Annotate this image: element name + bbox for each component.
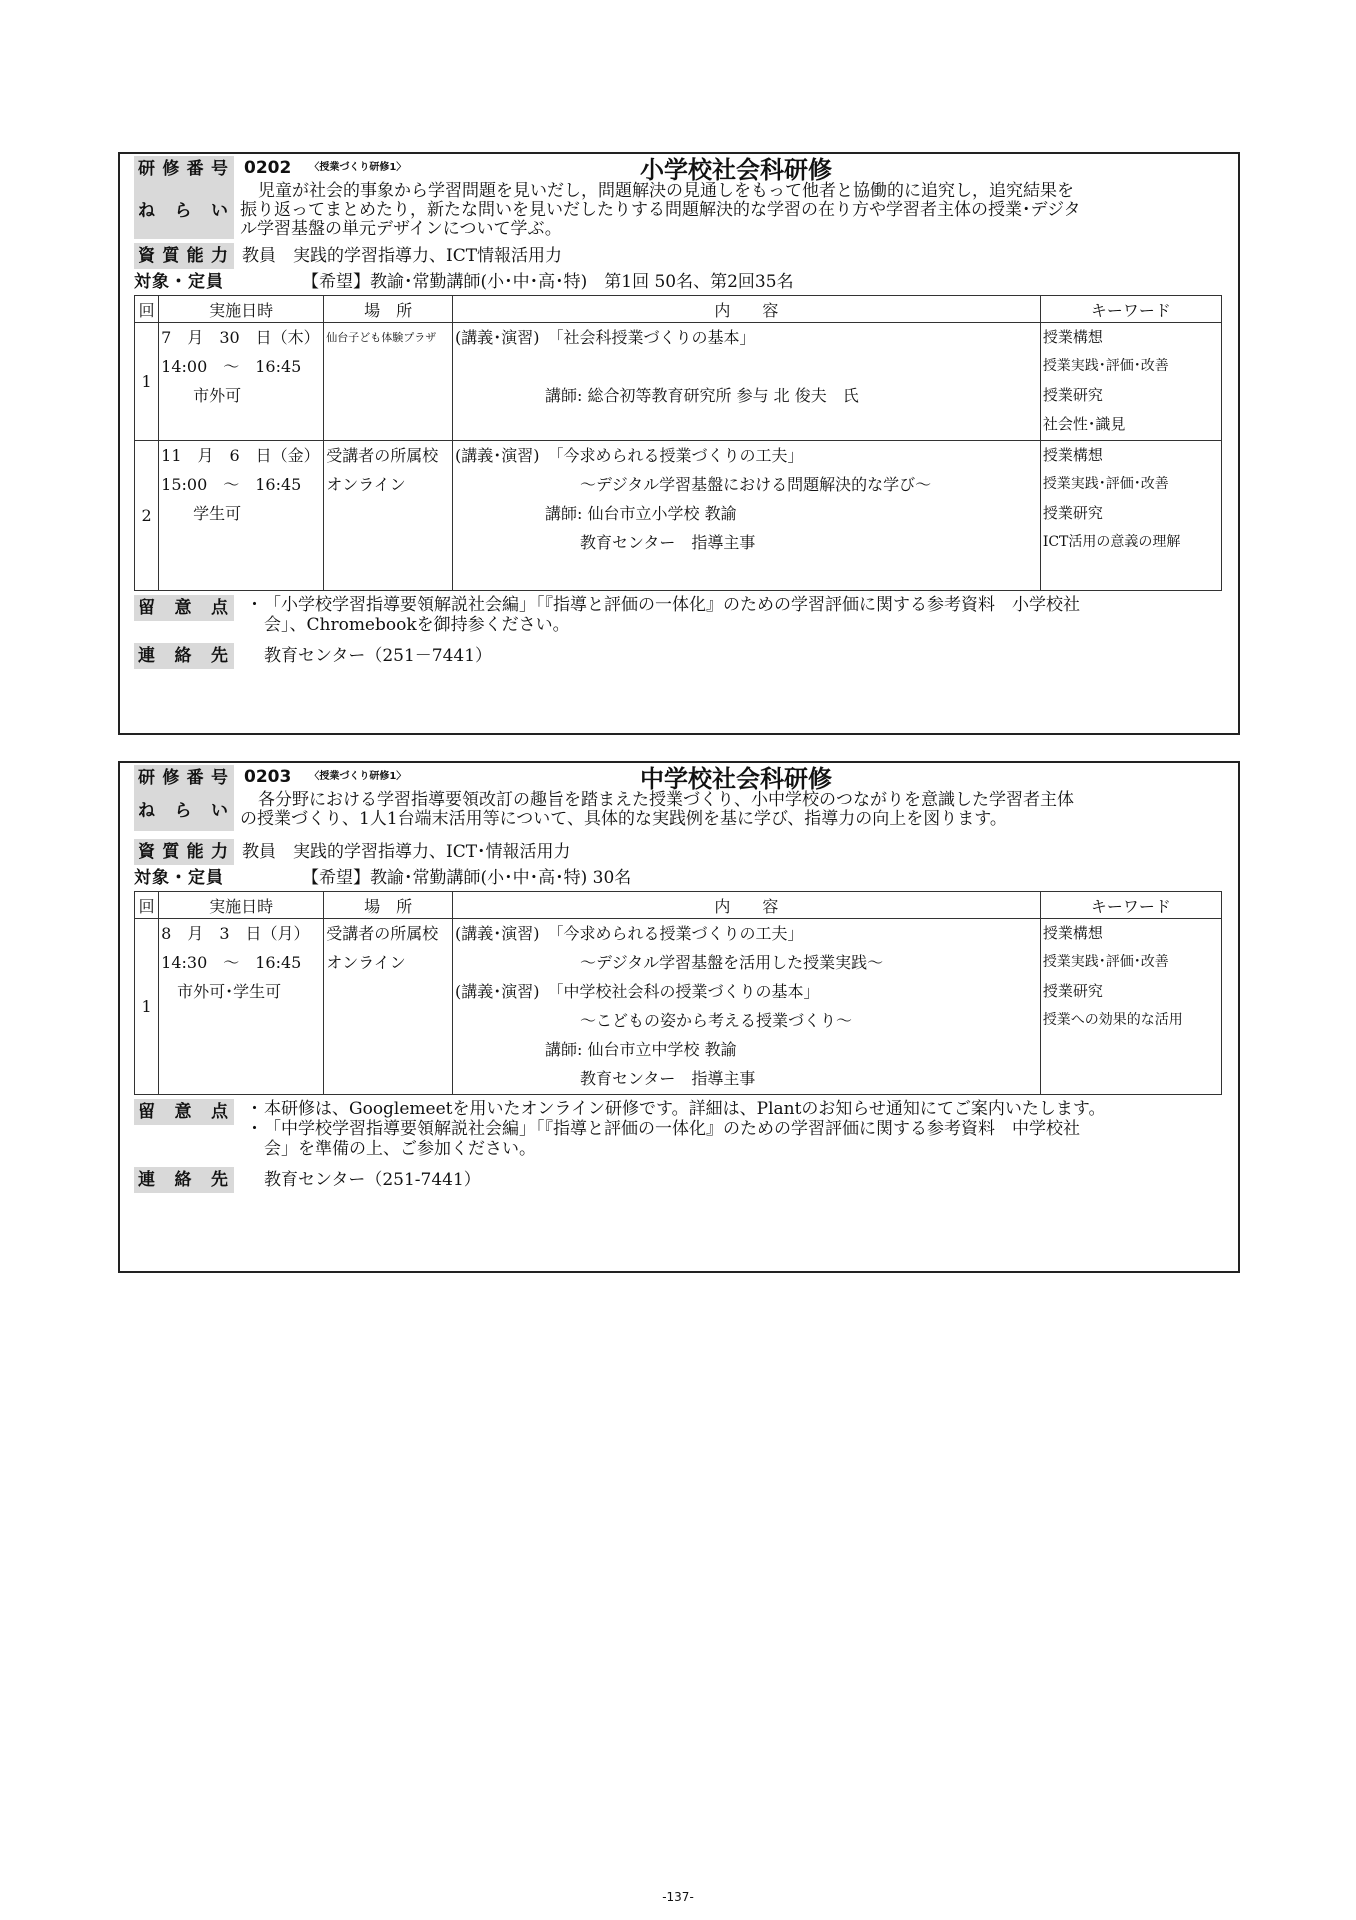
keyword: ICT活用の意義の理解 [1042, 534, 1181, 550]
session-date-line: 11 月 6 日（金） [161, 446, 320, 465]
session-place [324, 919, 453, 1095]
contact-row [120, 1167, 1238, 1193]
content-line: ～デジタル学習基盤を活用した授業実践～ [580, 953, 884, 972]
col-header-date: 実施日時 [159, 296, 324, 323]
session-time-line: 15:00 ～ 16:45 [161, 475, 302, 494]
col-header-keyword: キーワード [1040, 892, 1221, 919]
content-line: (講義･演習) 「中学校社会科の授業づくりの基本」 [455, 982, 820, 1001]
session-content [453, 441, 1041, 591]
session-availability: 市外可 [161, 386, 242, 405]
session-keywords [1040, 441, 1221, 591]
col-header-content: 内 容 [453, 296, 1041, 323]
session-time-line: 14:30 ～ 16:45 [161, 953, 302, 972]
label-contact: 連絡先 [134, 643, 234, 669]
col-header-keyword: キーワード [1040, 296, 1221, 323]
label-aim: ねらい [134, 791, 234, 831]
keyword: 授業構想 [1042, 328, 1103, 346]
session-availability: 市外可･学生可 [161, 982, 282, 1001]
session-row [135, 323, 1222, 441]
ability-value: 教員 実践的学習指導力、ICT情報活用力 [242, 246, 563, 266]
keyword: 授業構想 [1042, 446, 1103, 464]
session-date-line: 8 月 3 日（月） [161, 924, 310, 943]
keyword: 授業実践･評価･改善 [1042, 358, 1169, 374]
label-notes: 留意点 [134, 1099, 234, 1125]
content-line: (講義･演習) 「社会科授業づくりの基本」 [455, 328, 756, 347]
course-subtitle: 〈授業づくり研修1〉 [309, 771, 407, 782]
ability-row [120, 243, 1238, 269]
content-line: 講師: 仙台市立中学校 教諭 [545, 1040, 737, 1059]
keyword: 授業研究 [1042, 504, 1103, 522]
session-date [159, 323, 324, 441]
session-content [453, 919, 1041, 1095]
session-date [159, 919, 324, 1095]
session-place-text: 受講者の所属校 オンライン [326, 924, 439, 972]
contact-value: 教育センター（251-7441） [264, 1170, 481, 1190]
session-no: 1 [135, 919, 159, 1095]
label-target: 対象・定員 [134, 272, 224, 292]
content-line: ～デジタル学習基盤における問題解決的な学び～ [580, 475, 932, 494]
session-content [453, 323, 1041, 441]
session-no: 2 [135, 441, 159, 591]
course-subtitle: 〈授業づくり研修1〉 [309, 162, 407, 173]
label-course-no: 研修番号 [134, 156, 234, 182]
session-place [324, 441, 453, 591]
col-header-place: 場 所 [324, 296, 453, 323]
content-line: 講師: 仙台市立小学校 教諭 [545, 504, 737, 523]
keyword: 授業研究 [1042, 386, 1103, 404]
course-header [120, 763, 1238, 791]
course-header [120, 154, 1238, 182]
contact-value: 教育センター（251－7441） [264, 646, 493, 666]
session-place-text: 受講者の所属校 オンライン [326, 446, 439, 494]
label-ability: 資質能力 [134, 243, 234, 269]
content-line: (講義･演習) 「今求められる授業づくりの工夫」 [455, 446, 804, 465]
keyword: 社会性･識見 [1042, 415, 1126, 433]
session-no: 1 [135, 323, 159, 441]
label-contact: 連絡先 [134, 1167, 234, 1193]
aim-row [120, 791, 1238, 831]
session-date [159, 441, 324, 591]
course-code: 0203 [244, 767, 292, 787]
content-line: 教育センター 指導主事 [580, 533, 756, 552]
col-header-no: 回 [135, 296, 159, 323]
col-header-place: 場 所 [324, 892, 453, 919]
session-keywords [1040, 323, 1221, 441]
course-card-0202 [118, 152, 1240, 735]
notes-row [120, 1099, 1238, 1159]
target-value: 【希望】教諭･常勤講師(小･中･高･特) 第1回 50名、第2回35名 [302, 272, 794, 292]
label-aim: ねらい [134, 182, 234, 239]
col-header-no: 回 [135, 892, 159, 919]
notes-row [120, 595, 1238, 635]
aim-text: 児童が社会的事象から学習問題を見いだし，問題解決の見通しをもって他者と協働的に追究し，追究結果を 振り返ってまとめたり，新たな問いを見いだしたりする問題解決的な学習の在り方や学習者主体の授業･デジタ ル学習基盤の単元デザインについて学ぶ。 [240, 181, 1081, 239]
keyword: 授業への効果的な活用 [1042, 1012, 1183, 1028]
ability-value: 教員 実践的学習指導力、ICT･情報活用力 [242, 842, 571, 862]
keyword: 授業実践･評価･改善 [1042, 954, 1169, 970]
col-header-date: 実施日時 [159, 892, 324, 919]
session-keywords [1040, 919, 1221, 1095]
schedule-header-row [135, 892, 1222, 919]
notes-text: ・本研修は、Googlemeetを用いたオンライン研修です。詳細は、Plantのお知らせ通知にてご案内いたします。 ・「中学校学習指導要領解説社会編」「『指導と評価の一体化』のための学習評価に関する参考資料 中学校社 会」を準備の上、ご参加ください。 [246, 1099, 1106, 1159]
session-date-line: 7 月 30 日（木） [161, 328, 320, 347]
schedule-table [134, 295, 1222, 591]
aim-text: 各分野における学習指導要領改訂の趣旨を踏まえた授業づくり、小中学校のつながりを意識した学習者主体 の授業づくり、1人1台端末活用等について、具体的な実践例を基に学び、指導力の向上を図ります。 [240, 790, 1074, 829]
label-course-no: 研修番号 [134, 765, 234, 791]
target-row [120, 865, 1238, 891]
content-line [455, 352, 1038, 381]
content-line: ～こどもの姿から考える授業づくり～ [580, 1011, 853, 1030]
session-availability: 学生可 [161, 504, 242, 523]
target-value: 【希望】教諭･常勤講師(小･中･高･特) 30名 [302, 868, 632, 888]
session-row [135, 441, 1222, 591]
col-header-content: 内 容 [453, 892, 1041, 919]
contact-row [120, 643, 1238, 669]
content-line: 講師: 総合初等教育研究所 参与 北 俊夫 氏 [545, 386, 859, 405]
schedule-table [134, 891, 1222, 1095]
page-number: -137- [662, 1890, 694, 1904]
ability-row [120, 839, 1238, 865]
course-title: 小学校社会科研修 [640, 156, 832, 184]
label-ability: 資質能力 [134, 839, 234, 865]
keyword: 授業構想 [1042, 924, 1103, 942]
notes-text: ・「小学校学習指導要領解説社会編」「『指導と評価の一体化』のための学習評価に関する参考資料 小学校社 会」、Chromebookを御持参ください。 [246, 595, 1080, 635]
keyword: 授業実践･評価･改善 [1042, 476, 1169, 492]
session-row [135, 919, 1222, 1095]
keyword: 授業研究 [1042, 982, 1103, 1000]
session-place-text: 仙台子ども体験プラザ [326, 331, 437, 344]
session-time-line: 14:00 ～ 16:45 [161, 357, 302, 376]
course-code: 0202 [244, 158, 292, 178]
course-title: 中学校社会科研修 [640, 765, 832, 793]
content-line: (講義･演習) 「今求められる授業づくりの工夫」 [455, 924, 804, 943]
course-card-0203 [118, 761, 1240, 1273]
schedule-header-row [135, 296, 1222, 323]
aim-row [120, 182, 1238, 239]
target-row [120, 269, 1238, 295]
session-place [324, 323, 453, 441]
label-target: 対象・定員 [134, 868, 224, 888]
label-notes: 留意点 [134, 595, 234, 621]
content-line: 教育センター 指導主事 [580, 1069, 756, 1088]
